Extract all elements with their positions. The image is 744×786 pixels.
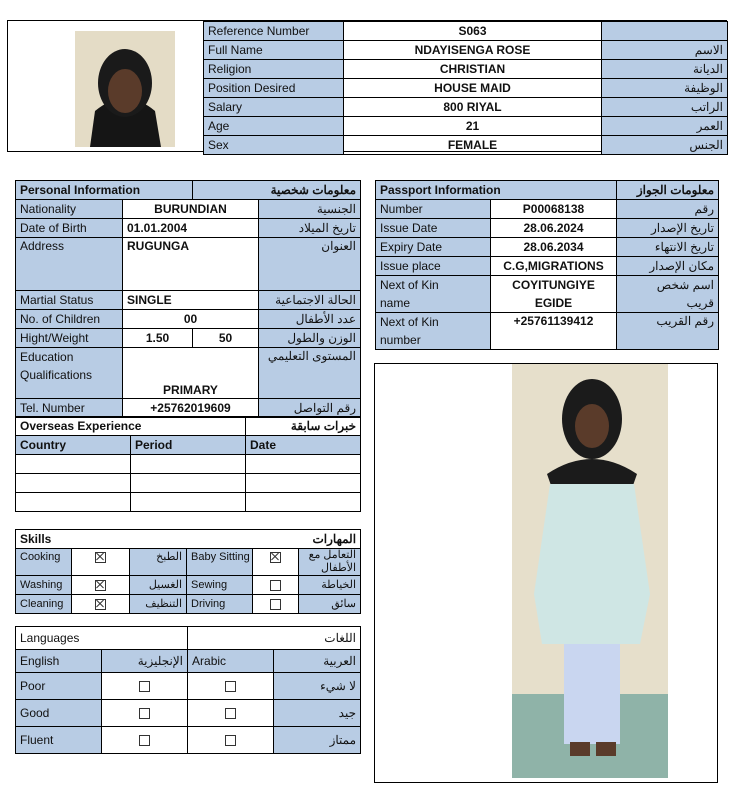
header-value: CHRISTIAN	[344, 60, 602, 79]
language-level-label-ar: ممتاز	[274, 727, 361, 754]
header-value: HOUSE MAID	[344, 79, 602, 98]
skills-row	[16, 595, 361, 614]
overseas-cell	[246, 455, 361, 474]
passport-label: Issue Date	[376, 219, 491, 238]
kin-number-ar: رقم القريب	[617, 313, 719, 350]
marital-value: SINGLE	[123, 291, 259, 310]
skill-label-ar	[299, 595, 361, 614]
header-label-ar	[602, 22, 728, 41]
language-level-label-ar: جيد	[274, 700, 361, 727]
overseas-table	[15, 416, 361, 512]
portrait-image	[75, 31, 175, 147]
english-level-cell	[102, 673, 188, 700]
passport-value: 28.06.2024	[491, 219, 617, 238]
header-row	[204, 79, 728, 98]
checkbox-icon[interactable]	[270, 599, 281, 610]
overseas-cell	[16, 474, 131, 493]
overseas-title: Overseas Experience	[16, 417, 246, 436]
kin-label	[376, 276, 491, 313]
header-row	[204, 60, 728, 79]
skill-label-ar: الغسيل	[130, 576, 187, 595]
header-label-ar: الوظيفة	[602, 79, 728, 98]
skill-label: Baby Sitting	[187, 549, 253, 576]
header-label: Position Desired	[204, 79, 344, 98]
header-label-ar: الاسم	[602, 41, 728, 60]
overseas-cell	[131, 474, 246, 493]
nationality-value: BURUNDIAN	[123, 200, 259, 219]
language-level-label: Fluent	[16, 727, 102, 754]
overseas-cell	[131, 455, 246, 474]
passport-row	[376, 219, 719, 238]
english-level-cell	[102, 727, 188, 754]
header-label: Sex	[204, 136, 344, 155]
skill-label: Cleaning	[16, 595, 72, 614]
passport-info-table	[375, 180, 719, 350]
passport-label-ar: رقم	[617, 200, 719, 219]
marital-label: Martial Status	[16, 291, 123, 310]
skill-label-ar	[299, 549, 361, 576]
arabic-level-cell	[188, 700, 274, 727]
skill-label-ar: التنظيف	[130, 595, 187, 614]
education-label	[16, 348, 123, 399]
marital-ar: الحالة الاجتماعية	[259, 291, 361, 310]
header-label: Salary	[204, 98, 344, 117]
overseas-header-country: Country	[16, 436, 131, 455]
tel-value: +25762019609	[123, 399, 259, 418]
header-label: Reference Number	[204, 22, 344, 41]
language-level-label: Poor	[16, 673, 102, 700]
overseas-row	[16, 474, 361, 493]
header-value: FEMALE	[344, 136, 602, 155]
passport-value: 28.06.2034	[491, 238, 617, 257]
arabic-level-cell	[188, 727, 274, 754]
passport-row	[376, 257, 719, 276]
checkbox-icon[interactable]	[270, 580, 281, 591]
overseas-cell	[131, 493, 246, 512]
tel-label: Tel. Number	[16, 399, 123, 418]
height-value: 1.50	[123, 329, 193, 348]
passport-label: Expiry Date	[376, 238, 491, 257]
skill-label-ar-line: سائق	[331, 597, 357, 610]
dob-ar: تاريخ الميلاد	[259, 219, 361, 238]
height-weight-label: Hight/Weight	[16, 329, 123, 348]
overseas-row	[16, 493, 361, 512]
passport-value: C.G,MIGRATIONS	[491, 257, 617, 276]
header-label-ar: الديانة	[602, 60, 728, 79]
header-label-ar: الجنس	[602, 136, 728, 155]
languages-title-ar: اللغات	[188, 627, 361, 650]
header-label-ar: العمر	[602, 117, 728, 136]
checkbox-icon[interactable]	[139, 708, 150, 719]
dob-label: Date of Birth	[16, 219, 123, 238]
header-table	[203, 21, 728, 155]
lang-english: English	[16, 650, 102, 673]
arabic-level-cell	[188, 673, 274, 700]
personal-title-ar: معلومات شخصية	[193, 181, 361, 200]
address-label: Address	[16, 238, 123, 291]
passport-label: Issue place	[376, 257, 491, 276]
language-level-row	[16, 700, 361, 727]
passport-value: P00068138	[491, 200, 617, 219]
address-ar: العنوان	[259, 238, 361, 291]
kin-value-1: COYITUNGIYE	[512, 278, 595, 292]
checkbox-icon[interactable]	[139, 735, 150, 746]
kin-number-label-1: Next of Kin	[380, 315, 439, 329]
personal-title: Personal Information	[16, 181, 193, 200]
header-row	[204, 136, 728, 155]
skill-check-cell	[253, 595, 299, 614]
checked-box-icon[interactable]	[95, 580, 106, 591]
checkbox-icon[interactable]	[139, 681, 150, 692]
header-value: 21	[344, 117, 602, 136]
checked-box-icon[interactable]	[270, 552, 281, 563]
skills-title: Skills	[16, 530, 187, 549]
skills-title-ar: المهارات	[187, 530, 361, 549]
passport-label: Number	[376, 200, 491, 219]
skill-label: Driving	[187, 595, 253, 614]
checked-box-icon[interactable]	[95, 599, 106, 610]
skill-check-cell	[253, 549, 299, 576]
checked-box-icon[interactable]	[95, 552, 106, 563]
overseas-cell	[16, 455, 131, 474]
skill-label-ar: الطبخ	[130, 549, 187, 576]
checkbox-icon[interactable]	[225, 735, 236, 746]
language-level-label-ar: لا شيء	[274, 673, 361, 700]
education-value: PRIMARY	[123, 348, 259, 399]
header-row	[204, 22, 728, 41]
passport-label-ar: تاريخ الإصدار	[617, 219, 719, 238]
header-label: Full Name	[204, 41, 344, 60]
skills-table	[15, 529, 361, 614]
kin-ar-1: اسم شخص	[656, 278, 714, 292]
weight-value: 50	[193, 329, 259, 348]
header-value: NDAYISENGA ROSE	[344, 41, 602, 60]
address-value: RUGUNGA	[123, 238, 259, 291]
lang-arabic: Arabic	[188, 650, 274, 673]
passport-row	[376, 200, 719, 219]
header-label-ar: الراتب	[602, 98, 728, 117]
education-label-1: Education	[20, 350, 74, 364]
kin-label-2: name	[380, 296, 411, 310]
children-label: No. of Children	[16, 310, 123, 329]
skills-row	[16, 549, 361, 576]
passport-title: Passport Information	[376, 181, 617, 200]
languages-table	[15, 626, 361, 754]
passport-label-ar: مكان الإصدار	[617, 257, 719, 276]
header-label: Age	[204, 117, 344, 136]
overseas-cell	[246, 474, 361, 493]
skill-label: Cooking	[16, 549, 72, 576]
passport-row	[376, 238, 719, 257]
overseas-header-period: Period	[131, 436, 246, 455]
portrait-photo	[75, 31, 175, 147]
skills-row	[16, 576, 361, 595]
passport-title-ar: معلومات الجواز	[617, 181, 719, 200]
checkbox-icon[interactable]	[225, 708, 236, 719]
skill-check-cell	[72, 576, 130, 595]
kin-number-label	[376, 313, 491, 350]
language-level-row	[16, 673, 361, 700]
kin-value	[491, 276, 617, 313]
language-level-row	[16, 727, 361, 754]
header-value: S063	[344, 22, 602, 41]
nationality-label: Nationality	[16, 200, 123, 219]
full-body-photo	[512, 364, 668, 778]
english-level-cell	[102, 700, 188, 727]
skill-label-ar-line: التعامل مع	[308, 549, 357, 561]
languages-title: Languages	[16, 627, 188, 650]
overseas-cell	[246, 493, 361, 512]
kin-ar	[617, 276, 719, 313]
header-row	[204, 117, 728, 136]
header-row	[204, 41, 728, 60]
personal-info-table	[15, 180, 361, 418]
lang-arabic-ar: العربية	[274, 650, 361, 673]
overseas-cell	[16, 493, 131, 512]
education-label-2: Qualifications	[20, 368, 93, 382]
lang-english-ar: الإنجليزية	[102, 650, 188, 673]
education-ar: المستوى التعليمي	[259, 348, 361, 399]
tel-ar: رقم التواصل	[259, 399, 361, 418]
skill-check-cell	[72, 549, 130, 576]
skill-label: Washing	[16, 576, 72, 595]
skill-label-ar-line: الخياطة	[321, 578, 357, 591]
full-body-image	[512, 364, 668, 778]
children-value: 00	[123, 310, 259, 329]
header-row	[204, 98, 728, 117]
header-value: 800 RIYAL	[344, 98, 602, 117]
skill-label: Sewing	[187, 576, 253, 595]
skill-label-ar-line: الأطفال	[321, 562, 357, 574]
header-label: Religion	[204, 60, 344, 79]
kin-value-2: EGIDE	[534, 296, 573, 310]
checkbox-icon[interactable]	[225, 681, 236, 692]
skill-check-cell	[253, 576, 299, 595]
kin-number-label-2: number	[380, 333, 421, 347]
kin-number-value: +25761139412	[491, 313, 617, 350]
height-weight-ar: الوزن والطول	[259, 329, 361, 348]
skill-check-cell	[72, 595, 130, 614]
dob-value: 01.01.2004	[123, 219, 259, 238]
language-level-label: Good	[16, 700, 102, 727]
overseas-header-date: Date	[246, 436, 361, 455]
overseas-title-ar: خبرات سابقة	[246, 417, 361, 436]
kin-label-1: Next of Kin	[380, 278, 439, 292]
kin-ar-2: قريب	[686, 296, 714, 310]
children-ar: عدد الأطفال	[259, 310, 361, 329]
skill-label-ar	[299, 576, 361, 595]
overseas-row	[16, 455, 361, 474]
nationality-ar: الجنسية	[259, 200, 361, 219]
passport-label-ar: تاريخ الانتهاء	[617, 238, 719, 257]
